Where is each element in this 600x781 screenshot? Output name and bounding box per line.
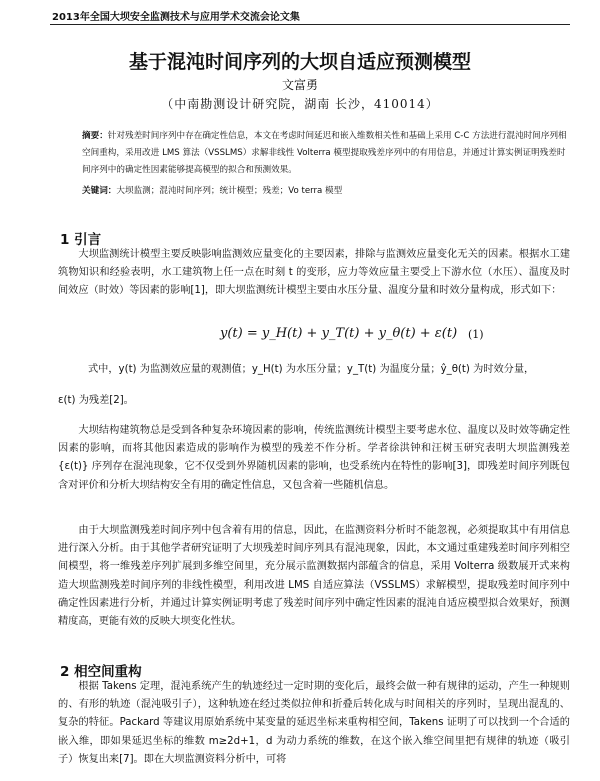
running-head: 2013年全国大坝安全监测技术与应用学术交流会论文集 <box>52 12 300 23</box>
equation-where-line: 式中，y(t) 为监测效应量的观测值；y_H(t) 为水压分量；y_T(t) 为温度分量；ŷ_θ(t) 为时效分量， <box>88 364 535 375</box>
author: 文富勇 <box>281 78 318 92</box>
equation-where-residual: ε(t) 为残差[2]。 <box>58 395 134 406</box>
abstract-text: 针对残差时间序列中存在确定性信息，本文在考虑时间延迟和嵌入维数相关性和基础上采用 C-C 方法进行混沌时间序列相空间重构，采用改进 LMS 算法（VSSLMS）求解非线性 Volterra 模型提取残差序列中的有用信息，并通过计算实例证明残差时间序列中的确定性因素能够提高模型的拟合和预测效果。 <box>82 131 567 175</box>
equation-number: (1) <box>468 328 484 341</box>
abstract <box>82 128 568 179</box>
keywords-label: 关键词： <box>82 186 117 196</box>
equation-1: y(t) = y_H(t) + y_T(t) + y_θ(t) + ε(t) <box>220 326 458 341</box>
intro-paragraph-3: 由于大坝监测残差时间序列中包含着有用的信息，因此，在监测资料分析时不能忽视，必须提取其中有用信息进行深入分析。由于其他学者研究证明了大坝残差时间序列具有混沌现象，因此，本文通过重建残差时间序列相空间模型，将一维残差序列扩展到多维空间里，充分展示监测数据内部蕴含的信息，采用 Volterra 级数展开式来构造大坝监测残差时间序列的非线性模型，利用改进 LMS 自适应算法（VSSLMS）求解模型，提取残差时间序列中确定性因素进行分析，并通过计算实例证明考虑了残差时间序列中确定性因素的混沌自适应模型拟合效果好，预测精度高，更能有效的反映大坝变化性状。 <box>58 525 570 628</box>
keywords <box>82 184 568 196</box>
intro-paragraph-1: 大坝监测统计模型主要反映影响监测效应量变化的主要因素，排除与监测效应量变化无关的因素。根据水工建筑物知识和经验表明，水工建筑物上任一点在时刻 t 的变形，应力等效应量主要受上下游水位（水压）、温度及时间效应（时效）等因素的影响[1]，即大坝监测统计模型主要由水压分量、温度分量和时效分量构成，形式如下： <box>58 249 570 297</box>
keywords-text: 大坝监测；混沌时间序列；统计模型；残差；Vo terra 模型 <box>116 186 343 196</box>
phase-space-paragraph-1: 根据 Takens 定理，混沌系统产生的轨迹经过一定时期的变化后，最终会做一种有规律的运动，产生一种规则的、有形的轨迹（混沌吸引子），这种轨迹在经过类似拉伸和折叠后转化成与时间相关的序列时，呈现出混乱的、复杂的特征。Packard 等建议用原始系统中某变量的延迟坐标来重构相空间，Takens 证明了可以找到一个合适的嵌入维，即如果延迟坐标的维数 m≥2d+1，d 为动力系统的维数，在这个嵌入维空间里把有规律的轨迹（吸引子）恢复出来[7]。即在大坝监测资料分析中，可将 <box>58 681 570 765</box>
header-rule <box>50 24 570 25</box>
section-heading-intro: 1 引言 <box>60 232 102 248</box>
section-heading-phase-space: 2 相空间重构 <box>60 664 142 680</box>
affiliation: （中南勘测设计研究院，湖南 长沙，410014） <box>161 97 439 111</box>
abstract-label: 摘要： <box>82 131 108 141</box>
intro-paragraph-2: 大坝结构建筑物总是受到各种复杂环境因素的影响，传统监测统计模型主要考虑水位、温度以及时效等确定性因素的影响，而将其他因素造成的影响作为模型的残差不作分析。学者徐洪钟和汪树玉研究表明大坝监测残差 {ε(t)} 序列存在混沌现象，它不仅受到外界随机因素的影响，也受系统内在特性的影响[3]，即残差时间序列既包含对评价和分析大坝结构安全有用的确定性信息，又包含着一些随机信息。 <box>58 425 570 491</box>
paper-title: 基于混沌时间序列的大坝自适应预测模型 <box>128 51 471 73</box>
